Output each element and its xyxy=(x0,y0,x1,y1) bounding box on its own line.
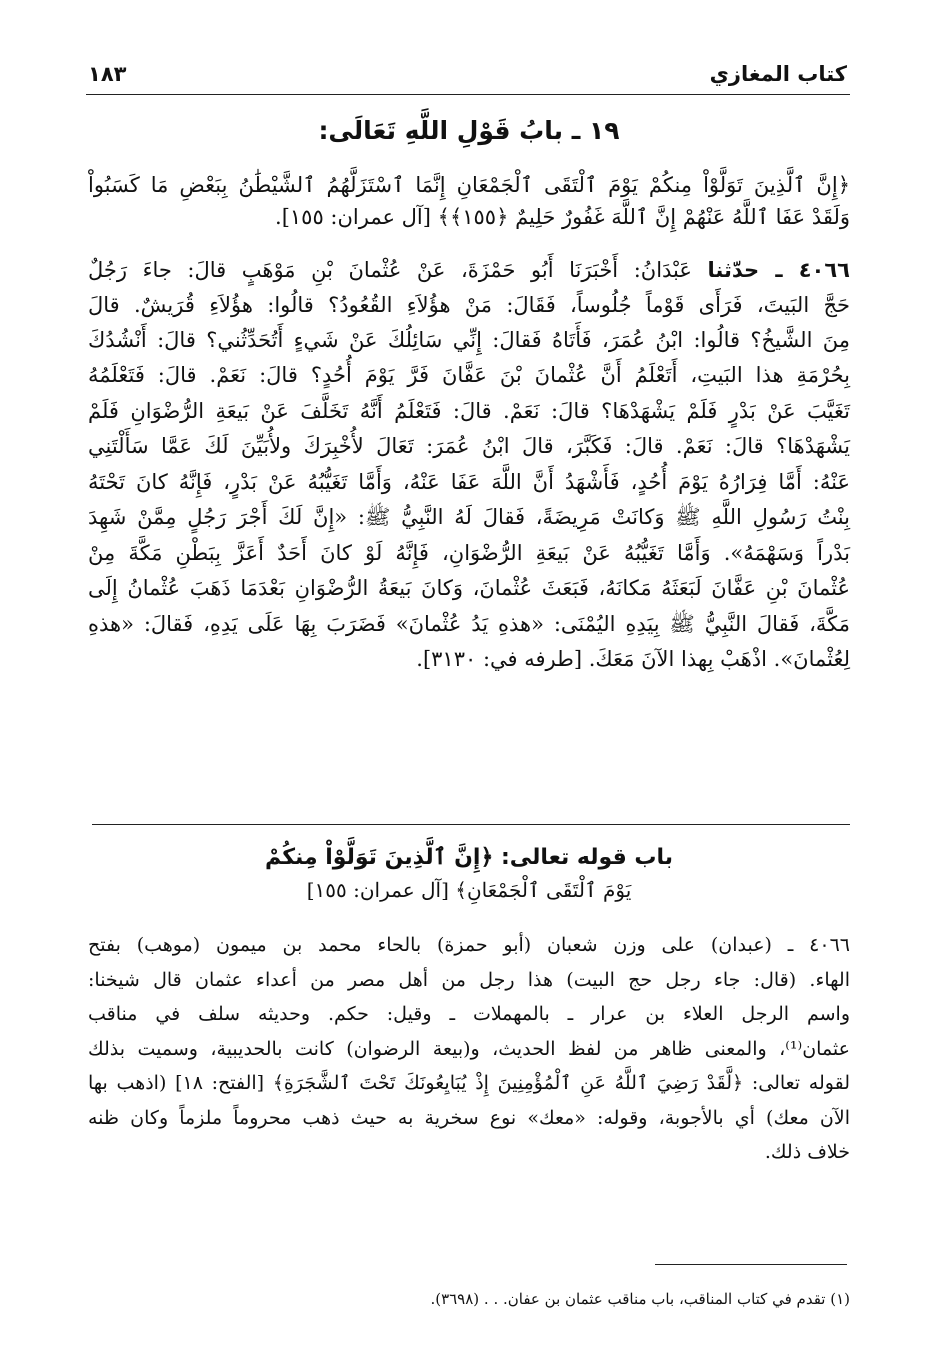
commentary-title: باب قوله تعالى: ﴿إِنَّ ٱلَّذِينَ تَوَلَّوْاْ مِنكُمْ xyxy=(264,845,674,870)
verse-line: وَلَقَدْ عَفَا ٱللَّهُ عَنْهُمْ إِنَّ ٱللَّهَ غَفُورٌ حَلِيمٌ ﴿١٥٥﴾﴾ [آل عمران: ١٥٥]. xyxy=(275,205,850,229)
commentary-line: الآن معك) أي بالأجوبة، وقوله: «معك» نوع سخرية به حيث ذهب محروماً ملزماً وكان ظنه xyxy=(88,1107,850,1129)
hadith-line: مِنَ الشَّيخُ؟ قالُوا: ابْنُ عُمَرَ، فَأَتَاهُ فَقالَ: إِنِّي سَائِلُكَ عَنْ شَيءٍ أَتُحَدِّثُني؟ قالَ: أَنْشُدُكَ xyxy=(88,328,850,352)
footnote: (١) تقدم في كتاب المناقب، باب مناقب عثمان بن عفان. . . (٣٦٩٨). xyxy=(430,1290,850,1308)
hadith-line: حَجَّ البَيتَ، فَرَأَى قَوْماً جُلُوساً، فَقَالَ: مَنْ هؤُلاَءِ القُعُودُ؟ قالُوا: هؤُلاَءِ قُرَيشٌ. قالَ xyxy=(88,293,850,317)
commentary-line: ٤٠٦٦ ـ (عبدان) على وزن شعبان (أبو حمزة) بالحاء محمد بن ميمون (موهب) بفتح xyxy=(88,934,850,956)
commentary-line: الهاء. (قال: جاء رجل حج البيت) هذا رجل من أهل مصر من أعداء عثمان قال شيخنا: xyxy=(88,969,850,991)
hadith-line: عُثْمانَ بْنِ عَفَّانَ لَبَعَثَهُ مَكانَهُ، فَبَعَثَ عُثْمانَ، وَكانَ بَيعَةُ الرُّضْوَانِ بَعْدَمَا ذَهَبَ عُثْمانُ إِلَى xyxy=(88,576,850,600)
hadith-line: عَبْدَانُ: أَخْبَرَنَا أَبُو حَمْزَةَ، عَنْ عُثْمانَ بْنِ مَوْهَبٍ قالَ: جاءَ رَجُلٌ xyxy=(88,258,692,282)
book-title: كتاب المغازي xyxy=(709,62,847,86)
hadith-line: بَدْراً وَسَهْمَهُ». وَأَمَّا تَغَيُّبُهُ عَنْ بَيعَةِ الرُّضْوَانِ، فَإِنَّهُ لَوْ كانَ أَحَدٌ أَعَزَّ بِبَطْنِ مَكَّةَ مِنْ xyxy=(88,541,850,565)
commentary-line: لقوله تعالى: ﴿لَّقَدْ رَضِيَ ٱللَّهُ عَنِ ٱلْمُؤْمِنِينَ إِذْ يُبَايِعُونَكَ تَحْتَ ٱلشَّجَرَةِ﴾ [الفتح: ١٨] (اذهب بها xyxy=(88,1072,850,1094)
header-rule xyxy=(86,94,850,95)
hadith-line: بِحُرْمَةِ هذا البَيتِ، أَتَعْلَمُ أَنَّ عُثْمانَ بْنَ عَفَّانَ فَرَّ يَوْمَ أُحُدٍ؟ قالَ: نَعَمْ. قالَ: فَتَعْلَمُهُ xyxy=(88,363,850,387)
chapter-title: ١٩ ـ بابُ قَوْلِ اللَّهِ تَعَالَى: xyxy=(318,116,620,145)
commentary-line: عثمان⁽¹⁾، والمعنى ظاهر من لفظ الحديث، و(بيعة الرضوان) كانت بالحديبية، وسميت بذلك xyxy=(88,1038,850,1060)
hadith-line: عَنْهُ: أَمَّا فِرَارُهُ يَوْمَ أُحُدٍ، فَأَشْهَدُ أَنَّ اللَّهَ عَفَا عَنْهُ، وَأَمَّا تَغَيُّبُهُ عَنْ بَدْرٍ، فَإِنَّهُ كانَ تَحْتَهُ xyxy=(88,470,850,494)
hadith-line: يَشْهَدْهَا؟ قالَ: نَعَمْ. قالَ: فَكَبَّرَ، قالَ ابْنُ عُمَرَ: تَعَالَ لأُخْبِرَكَ ولأُبَيِّنَ لَكَ عَمَّا سَأَلْتَنِي xyxy=(88,434,850,458)
section-rule xyxy=(92,824,850,825)
hadith-line: تَغَيَّبَ عَنْ بَدْرٍ فَلَمْ يَشْهَدْهَا؟ قالَ: نَعَمْ. قالَ: فَتَعْلَمُ أَنَّهُ تَخَلَّفَ عَنْ بَيعَةِ الرُّضْوَانِ فَلَمْ xyxy=(88,399,850,423)
hadith-line: بِنْتُ رَسُولِ اللَّهِ ﷺ وَكانَتْ مَرِيضَةً، فَقالَ لَهُ النَّبِيُّ ﷺ: «إِنَّ لَكَ أَجْرَ رَجُلٍ مِمَّنْ شَهِدَ xyxy=(88,505,850,529)
hadith-number: ٤٠٦٦ ـ حدّثنا xyxy=(707,258,850,282)
hadith-line: لِعُثْمانَ». اذْهَبْ بِهذا الآنَ مَعَكَ. [طرفه في: ٣١٣٠]. xyxy=(416,647,850,671)
footnote-rule xyxy=(655,1264,847,1265)
verse-line: ﴿إِنَّ ٱلَّذِينَ تَوَلَّوْاْ مِنكُمْ يَوْمَ ٱلْتَقَى ٱلْجَمْعَانِ إِنَّمَا ٱسْتَزَلَّهُمُ ٱلشَّيْطَٰنُ بِبَعْضِ مَا كَسَبُواْ xyxy=(88,173,850,197)
commentary-subtitle: يَوْمَ ٱلْتَقَى ٱلْجَمْعَانِ﴾ [آل عمران: ١٥٥] xyxy=(306,878,632,902)
page-number: ١٨٣ xyxy=(88,62,127,86)
commentary-line: واسم الرجل العلاء بن عرار ـ بالمهملات ـ وقيل: حكم. وحديثه سلف في مناقب xyxy=(88,1003,850,1025)
hadith-line: مَكَّةَ، فَقالَ النَّبِيُّ ﷺ بِيَدِهِ اليُمْنَى: «هذهِ يَدُ عُثْمانَ» فَضَرَبَ بِهَا عَلَى يَدِهِ، فَقالَ: «هذهِ xyxy=(88,612,850,636)
commentary-line: خلاف ذلك. xyxy=(764,1141,850,1163)
